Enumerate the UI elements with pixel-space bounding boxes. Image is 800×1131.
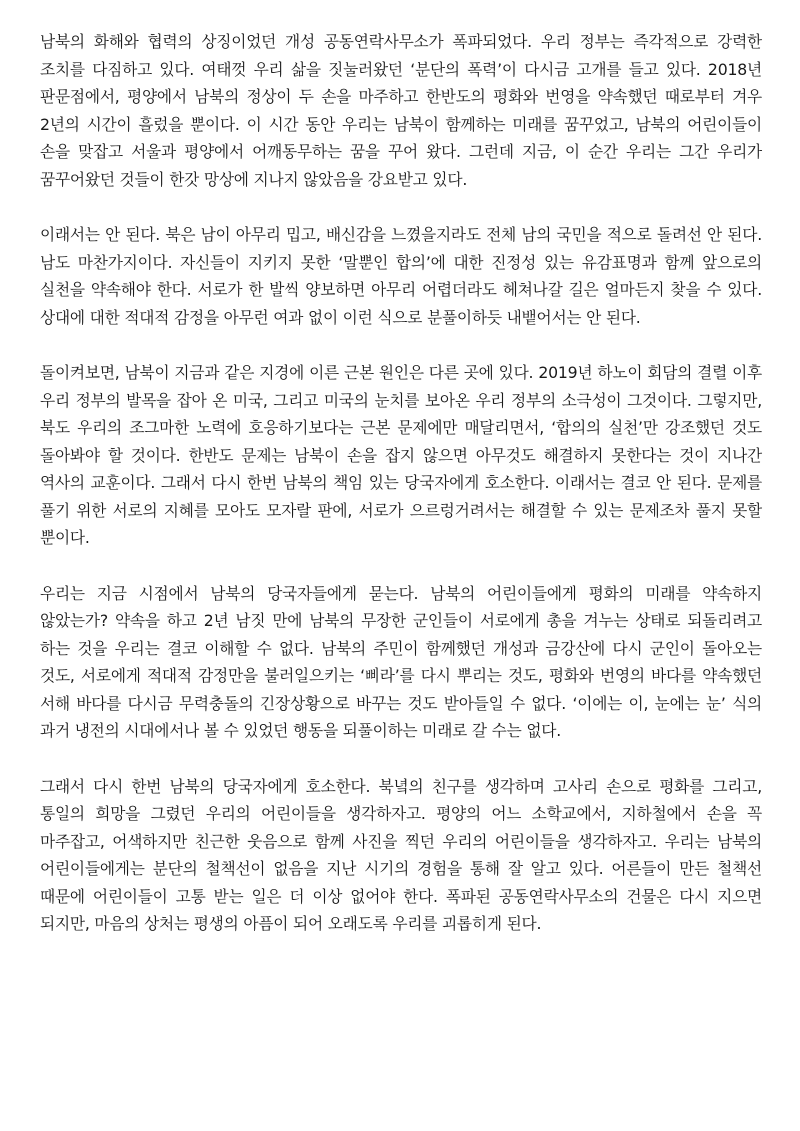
paragraph-2: 이래서는 안 된다. 북은 남이 아무리 밉고, 배신감을 느꼈을지라도 전체 남의 국민을 적으로 돌려선 안 된다. 남도 마찬가지이다. 자신들이 지키지 못한 ‘말뿐인 합의’에 대한 진정성 있는 유감표명과 함께 앞으로의 실천을 약속해야 한다. 서로가 한 발씩 양보하면 아무리 어렵더라도 헤쳐나갈 길은 얼마든지 찾을 수 있다. 상대에 대한 적대적 감정을 아무런 여과 없이 이런 식으로 분풀이하듯 내뱉어서는 안 된다. (40, 225, 762, 327)
paragraph-1: 남북의 화해와 협력의 상징이었던 개성 공동연락사무소가 폭파되었다. 우리 정부는 즉각적으로 강력한 조치를 다짐하고 있다. 여태껏 우리 삶을 짓눌러왔던 ‘분단의 폭력’이 다시금 고개를 들고 있다. 2018년 판문점에서, 평양에서 남북의 정상이 두 손을 마주하고 한반도의 평화와 번영을 약속했던 때로부터 겨우 2년의 시간이 흘렀을 뿐이다. 이 시간 동안 우리는 남북이 함께하는 미래를 꿈꾸었고, 남북의 어린이들이 손을 맞잡고 서울과 평양에서 어깨동무하는 꿈을 꾸어 왔다. 그런데 지금, 이 순간 우리는 그간 우리가 꿈꾸어왔던 것들이 한갓 망상에 지나지 않았음을 강요받고 있다. (40, 32, 762, 189)
paragraph-5: 그래서 다시 한번 남북의 당국자에게 호소한다. 북녘의 친구를 생각하며 고사리 손으로 평화를 그리고, 통일의 희망을 그렸던 우리의 어린이들을 생각하자고. 평양의 어느 소학교에서, 지하철에서 손을 꼭 마주잡고, 어색하지만 친근한 웃음으로 함께 사진을 찍던 우리의 어린이들을 생각하자고. 우리는 남북의 어린이들에게는 분단의 철책선이 없음을 지난 시기의 경험을 통해 잘 알고 있다. 어른들이 만든 철책선 때문에 어린이들이 고통 받는 일은 더 이상 없어야 한다. 폭파된 공동연락사무소의 건물은 다시 지으면 되지만, 마음의 상처는 평생의 아픔이 되어 오래도록 우리를 괴롭히게 된다. (40, 776, 762, 933)
paragraph-4: 우리는 지금 시점에서 남북의 당국자들에게 묻는다. 남북의 어린이들에게 평화의 미래를 약속하지 않았는가? 약속을 하고 2년 남짓 만에 남북의 무장한 군인들이 서로에게 총을 겨누는 상태로 되돌리려고 하는 것을 우리는 결코 이해할 수 없다. 남북의 주민이 함께했던 개성과 금강산에 다시 군인이 돌아오는 것도, 서로에게 적대적 감정만을 불러일으키는 ‘삐라’를 다시 뿌리는 것도, 평화와 번영의 바다를 약속했던 서해 바다를 다시금 무력충돌의 긴장상황으로 바꾸는 것도 받아들일 수 없다. ‘이에는 이, 눈에는 눈’ 식의 과거 냉전의 시대에서나 볼 수 있었던 행동을 되풀이하는 미래로 갈 수는 없다. (40, 583, 762, 740)
paragraph-3: 돌이켜보면, 남북이 지금과 같은 지경에 이른 근본 원인은 다른 곳에 있다. 2019년 하노이 회담의 결렬 이후 우리 정부의 발목을 잡아 온 미국, 그리고 미국의 눈치를 보아온 우리 정부의 소극성이 그것이다. 그렇지만, 북도 우리의 조그마한 노력에 호응하기보다는 근본 문제에만 매달리면서, ‘합의의 실천’만 강조했던 것도 돌아봐야 할 것이다. 한반도 문제는 남북이 손을 잡지 않으면 아무것도 해결하지 못한다는 것이 지나간 역사의 교훈이다. 그래서 다시 한번 남북의 책임 있는 당국자에게 호소한다. 이래서는 결코 안 된다. 문제를 풀기 위한 서로의 지혜를 모아도 모자랄 판에, 서로가 으르렁거려서는 해결할 수 있는 문제조차 풀지 못할 뿐이다. (40, 363, 762, 547)
